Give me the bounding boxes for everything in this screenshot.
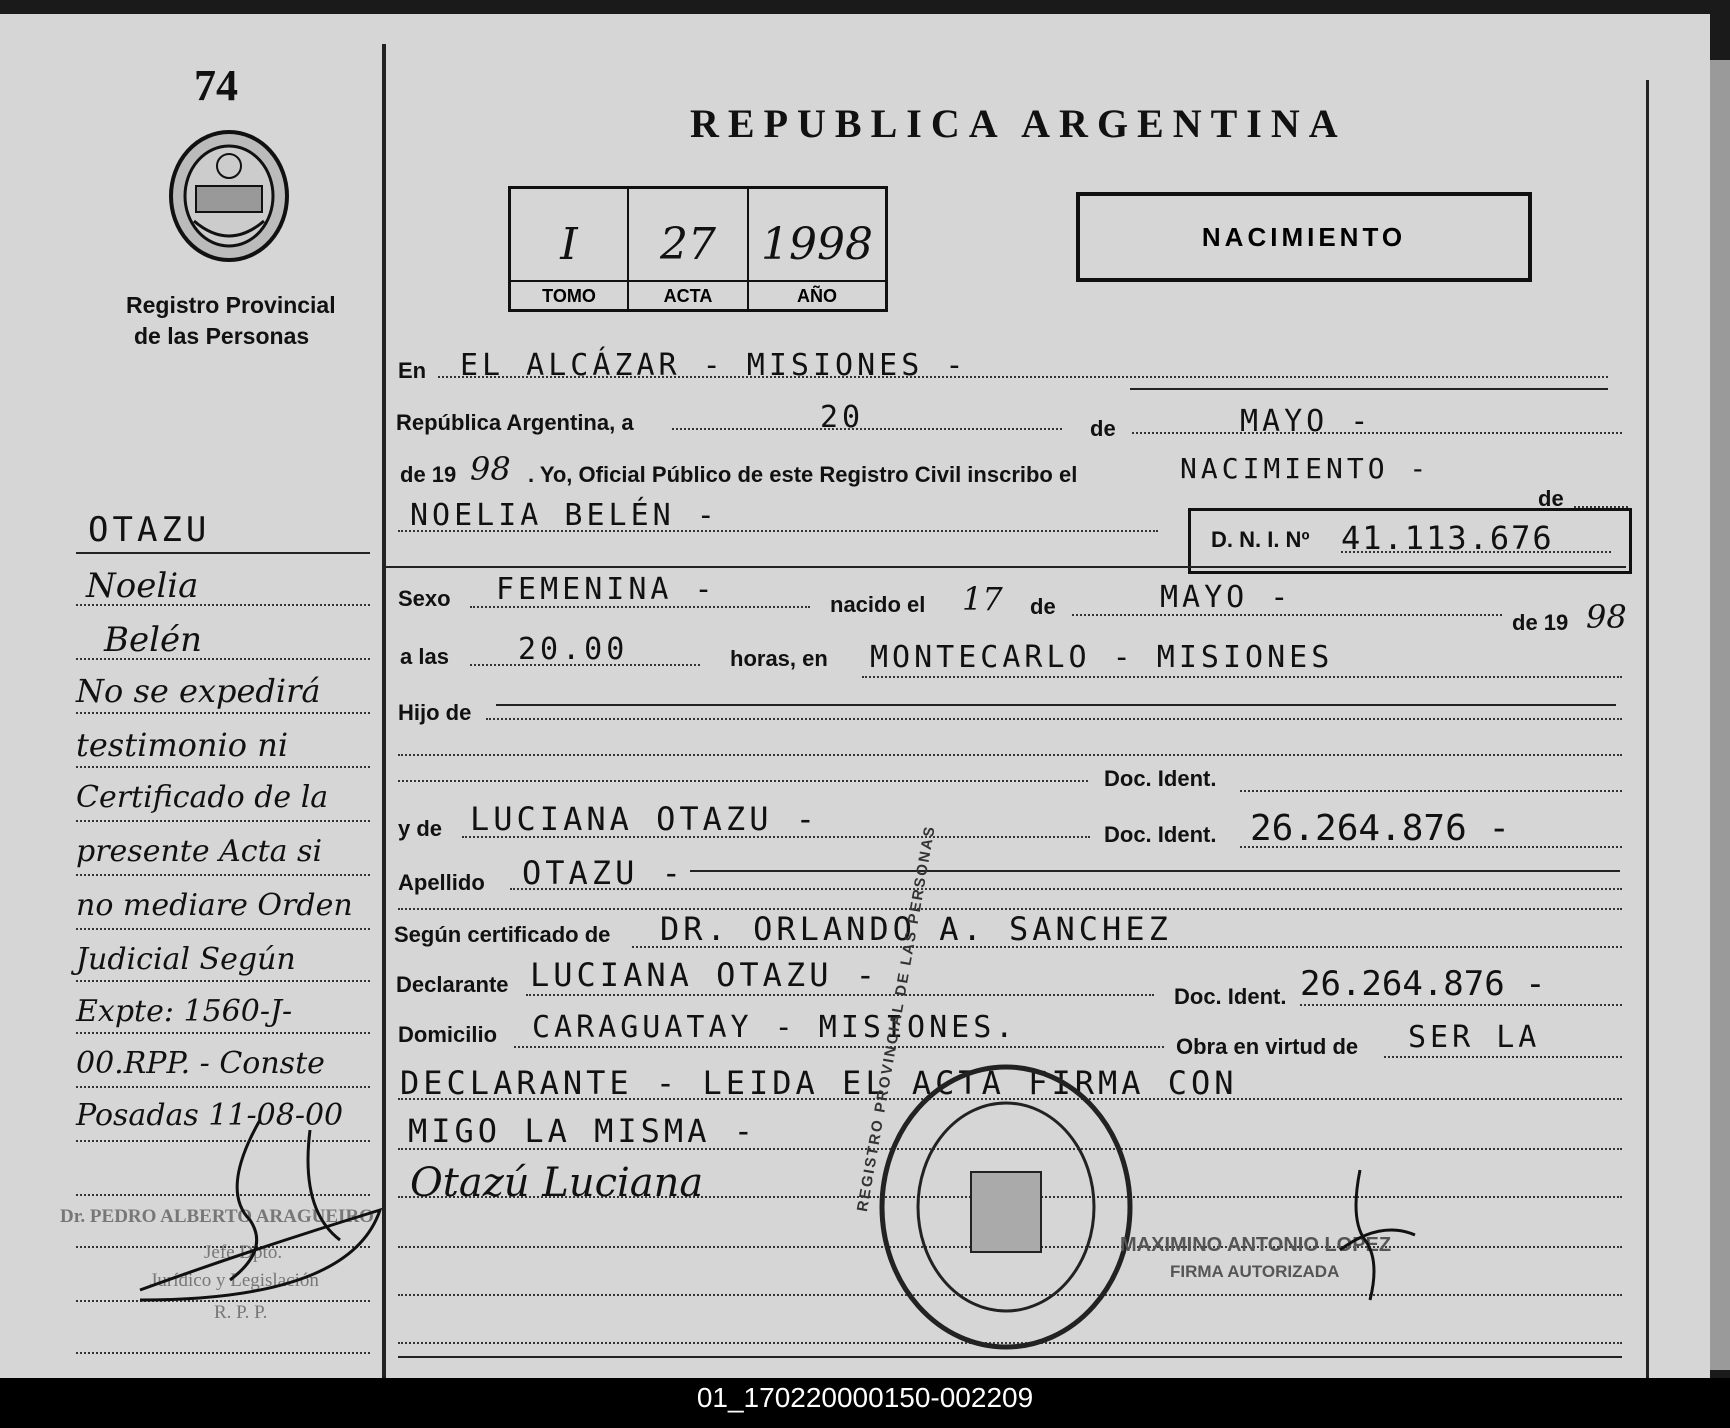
margin-note-line9: Posadas 11-08-00 — [76, 1098, 344, 1133]
de19b-label: de 19 — [1512, 610, 1569, 635]
yde-label: y de — [398, 816, 443, 841]
ano-value: 1998 — [761, 219, 873, 270]
margin-note-line5: no mediare Orden — [76, 888, 353, 923]
year-value: 98 — [470, 450, 511, 488]
act-type-box: NACIMIENTO — [1076, 192, 1532, 282]
official-seal-icon — [876, 1062, 1136, 1352]
margin-note-line7: Expte: 1560-J- — [76, 994, 293, 1029]
declarante-doc: 26.264.876 - — [1300, 964, 1546, 1004]
line-cont1: DECLARANTE - LEIDA EL ACTA FIRMA CON — [400, 1064, 1238, 1102]
de-label: de — [1090, 416, 1116, 441]
domicilio-value: CARAGUATAY - MISIONES. — [532, 1010, 1018, 1045]
margin-dots-7 — [76, 874, 370, 876]
day-value: 20 — [820, 400, 865, 435]
tomo-cell — [511, 189, 629, 309]
place-value: MONTECARLO - MISIONES — [870, 640, 1334, 675]
margin-note-line1: No se expedirá — [76, 672, 321, 710]
acta-value: 27 — [660, 219, 716, 270]
apellido-value: OTAZU - — [522, 854, 685, 892]
dni-value: 41.113.676 — [1341, 519, 1554, 557]
doc-ident-label3: Doc. Ident. — [1174, 984, 1287, 1009]
month-dots — [1132, 432, 1622, 434]
tomo-label: TOMO — [511, 280, 627, 307]
margin-dots-16 — [76, 1352, 370, 1354]
doc1-dots2 — [1240, 790, 1622, 792]
margin-stamp-line2: Jefe Dpto. — [204, 1242, 283, 1263]
margin-stamp-line4: R. P. P. — [214, 1302, 268, 1323]
republica-label: República Argentina, a — [396, 410, 634, 435]
footer-id: 01_170220000150-002209 — [696, 1382, 1034, 1413]
sexo-value: FEMENINA - — [496, 572, 717, 607]
segun-value: DR. ORLANDO A. SANCHEZ — [660, 910, 1172, 948]
apellido-line — [690, 870, 1620, 872]
place-dots — [862, 676, 1622, 678]
margin-stamp-line1: Dr. PEDRO ALBERTO ARAGUEIRO — [60, 1206, 374, 1227]
name-value: NOELIA BELÉN - — [410, 498, 719, 533]
register-box — [508, 186, 888, 312]
right-border — [1646, 80, 1649, 1378]
hijo-dots2 — [398, 754, 1622, 756]
doc-ident-label1: Doc. Ident. — [1104, 766, 1217, 791]
declarante-label: Declarante — [396, 972, 509, 997]
de19-label: de 19 — [400, 462, 457, 487]
horas-label: horas, en — [730, 646, 828, 671]
ano-label: AÑO — [749, 280, 885, 307]
obra-value: SER LA — [1408, 1020, 1541, 1055]
margin-dots-6 — [76, 820, 370, 822]
hijo-dots — [486, 718, 1622, 720]
margin-dots-11 — [76, 1086, 370, 1088]
margin-dots-8 — [76, 928, 370, 930]
hijo-label: Hijo de — [398, 700, 472, 725]
official-stamp-line1: MAXIMINO ANTONIO LOPEZ — [1120, 1234, 1392, 1256]
de2-label: de — [1538, 486, 1564, 511]
doc1-dots — [398, 780, 1088, 782]
obra-dots — [1384, 1056, 1622, 1058]
de3-label: de — [1030, 594, 1056, 619]
registry-line1: Registro Provincial — [126, 292, 336, 318]
margin-note-line3: Certificado de la — [76, 780, 329, 815]
declarante-value: LUCIANA OTAZU - — [530, 956, 879, 994]
domicilio-dots — [514, 1046, 1164, 1048]
segun-label: Según certificado de — [394, 922, 611, 947]
oficial-text: . Yo, Oficial Público de este Registro Civil inscribo el — [528, 462, 1078, 487]
en-value: EL ALCÁZAR - MISIONES - — [460, 348, 968, 383]
birth-year: 98 — [1586, 598, 1627, 636]
obra-label: Obra en virtud de — [1176, 1034, 1359, 1059]
doc-ident-label2: Doc. Ident. — [1104, 822, 1217, 847]
margin-note-line4: presente Acta si — [76, 834, 323, 869]
birth-month: MAYO - — [1160, 580, 1293, 615]
margin-dots-10 — [76, 1032, 370, 1034]
margin-firstname: Noelia — [86, 566, 199, 606]
margin-line-1 — [76, 552, 370, 554]
line-cont2: MIGO LA MISMA - — [408, 1112, 757, 1150]
margin-note-line6: Judicial Según — [76, 942, 296, 977]
declarante-dots — [526, 994, 1154, 996]
country-title: REPUBLICA ARGENTINA — [690, 101, 1347, 146]
official-stamp-line2: FIRMA AUTORIZADA — [1170, 1262, 1340, 1281]
seal-text: REGISTRO PROVINCIAL DE LAS PERSONAS — [854, 823, 939, 1213]
inscribo-value: NACIMIENTO - — [1180, 452, 1431, 485]
birth-day: 17 — [962, 580, 1003, 618]
margin-signature-icon — [100, 1100, 390, 1320]
misiones-crest-icon — [164, 126, 294, 266]
margin-dots-4 — [76, 712, 370, 714]
declarante-doc-dots — [1300, 1004, 1622, 1006]
margin-note-line2: testimonio ni — [76, 726, 289, 764]
cont-line — [398, 1356, 1622, 1358]
mother-doc: 26.264.876 - — [1250, 808, 1511, 849]
name-separator — [386, 566, 1626, 568]
domicilio-label: Domicilio — [398, 1022, 498, 1047]
month-value: MAYO - — [1240, 404, 1373, 439]
en-line — [1130, 388, 1608, 390]
dni-box — [1188, 508, 1632, 574]
official-signature-icon — [1320, 1160, 1430, 1310]
apellido-label: Apellido — [398, 870, 485, 895]
registry-line2: de las Personas — [134, 323, 310, 349]
sexo-label: Sexo — [398, 586, 451, 611]
tomo-value: I — [560, 219, 578, 270]
hijo-line — [496, 704, 1616, 706]
margin-dots-9 — [76, 980, 370, 982]
alas-label: a las — [400, 644, 449, 669]
dni-label: D. N. I. Nº — [1211, 527, 1310, 552]
page-number: 74 — [194, 61, 238, 110]
mother-value: LUCIANA OTAZU - — [470, 800, 819, 838]
margin-dots-5 — [76, 766, 370, 768]
en-label: En — [398, 358, 427, 383]
margin-stamp-line3: Jurídico y Legislación — [150, 1270, 319, 1291]
ano-cell — [749, 189, 885, 309]
nacido-label: nacido el — [830, 592, 926, 617]
hour-value: 20.00 — [518, 632, 629, 667]
acta-cell — [629, 189, 749, 309]
margin-surname: OTAZU — [88, 510, 211, 550]
page-edge — [1710, 60, 1730, 1370]
margin-note-line8: 00.RPP. - Conste — [76, 1046, 325, 1081]
day-dots — [672, 428, 1062, 430]
acta-label: ACTA — [629, 280, 747, 307]
margin-secondname: Belén — [104, 620, 202, 660]
declarant-signature: Otazú Luciana — [410, 1160, 704, 1206]
